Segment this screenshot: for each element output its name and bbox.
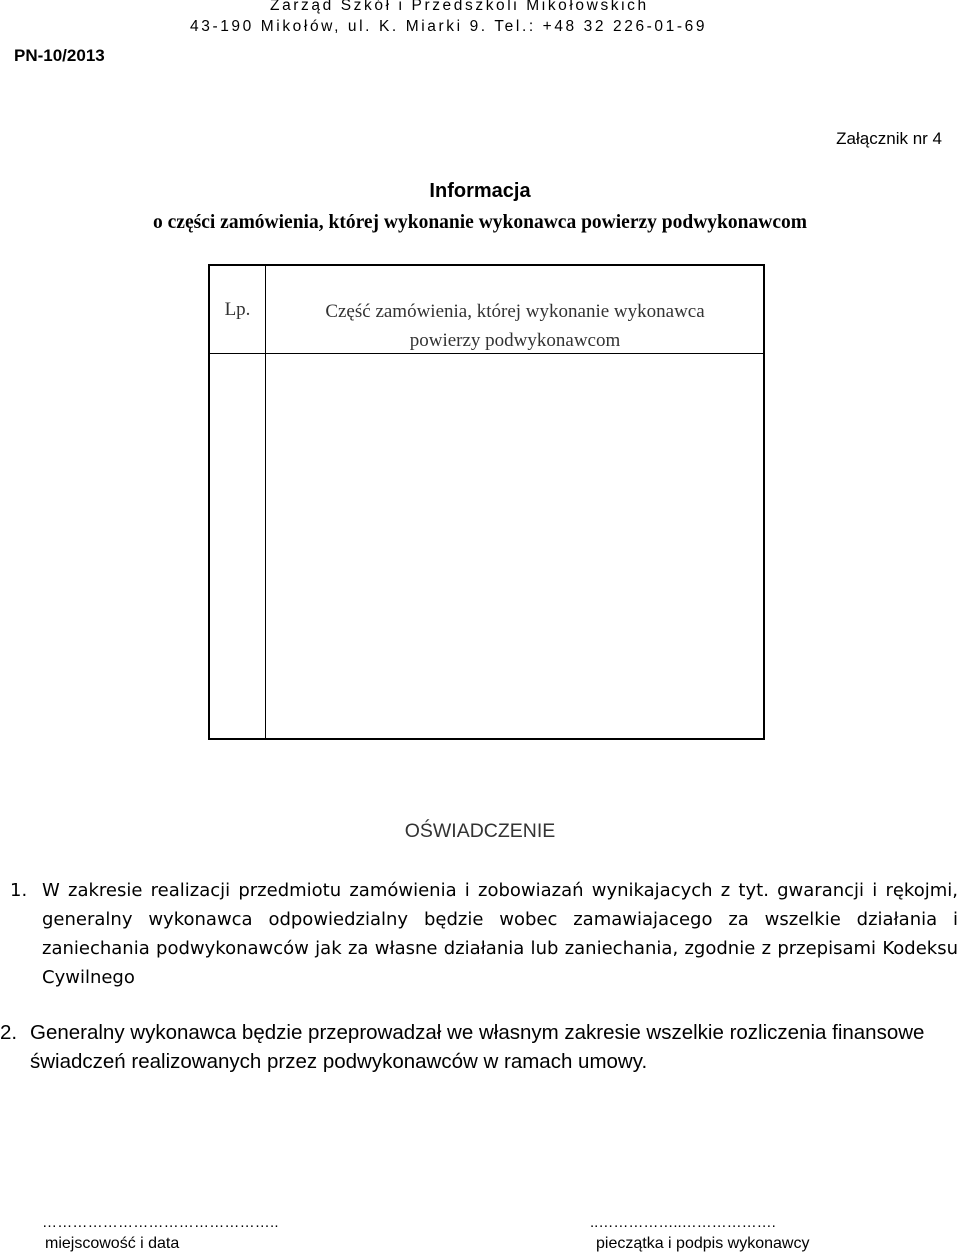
column-header-part: Część zamówienia, której wykonanie wykonawca powierzy podwykonawcom bbox=[325, 301, 705, 351]
signature-line-right: ..……………..………………. bbox=[590, 1214, 776, 1231]
stamp-signature-label: pieczątka i podpis wykonawcy bbox=[596, 1235, 810, 1252]
declaration-item-2 bbox=[0, 1018, 960, 1076]
declaration-item-1 bbox=[10, 876, 958, 992]
annex-label: Załącznik nr 4 bbox=[836, 129, 942, 148]
item-number: 1. bbox=[10, 880, 28, 901]
place-date-label: miejscowość i data bbox=[45, 1235, 180, 1252]
document-id: PN-10/2013 bbox=[14, 46, 105, 65]
signature-line-left: ……………………………………….. bbox=[42, 1214, 279, 1231]
organization-address: 43-190 Mikołów, ul. K. Miarki 9. Tel.: +48 32 226-01-69 bbox=[190, 18, 708, 35]
item-text: Generalny wykonawca będzie przeprowadzał we własnym zakresie wszelkie rozliczenia finansowe świadczeń realizowanych przez podwykonawców w ramach umowy. bbox=[30, 1021, 925, 1073]
item-text: W zakresie realizacji przedmiotu zamówienia i zobowiazań wynikajacych z tyt. gwarancji i rękojmi, generalny wykonawca odpowiedzialny będzie wobec zamawiajacego za wszelkie działania i zaniechania podwykonawców jak za własne działania lub zaniechania, zgodnie z przepisami Kodeksu Cywilnego bbox=[42, 880, 958, 988]
page-subtitle: o części zamówienia, której wykonanie wykonawca powierzy podwykonawcom bbox=[153, 212, 807, 233]
page-title: Informacja bbox=[429, 180, 531, 202]
column-divider bbox=[265, 266, 266, 738]
declaration-heading: OŚWIADCZENIE bbox=[404, 820, 556, 842]
item-number: 2. bbox=[0, 1021, 18, 1044]
column-header-lp: Lp. bbox=[224, 299, 251, 320]
organization-name: Zarząd Szkół i Przedszkoli Mikołowskich bbox=[270, 0, 649, 14]
subcontract-table bbox=[208, 264, 765, 740]
